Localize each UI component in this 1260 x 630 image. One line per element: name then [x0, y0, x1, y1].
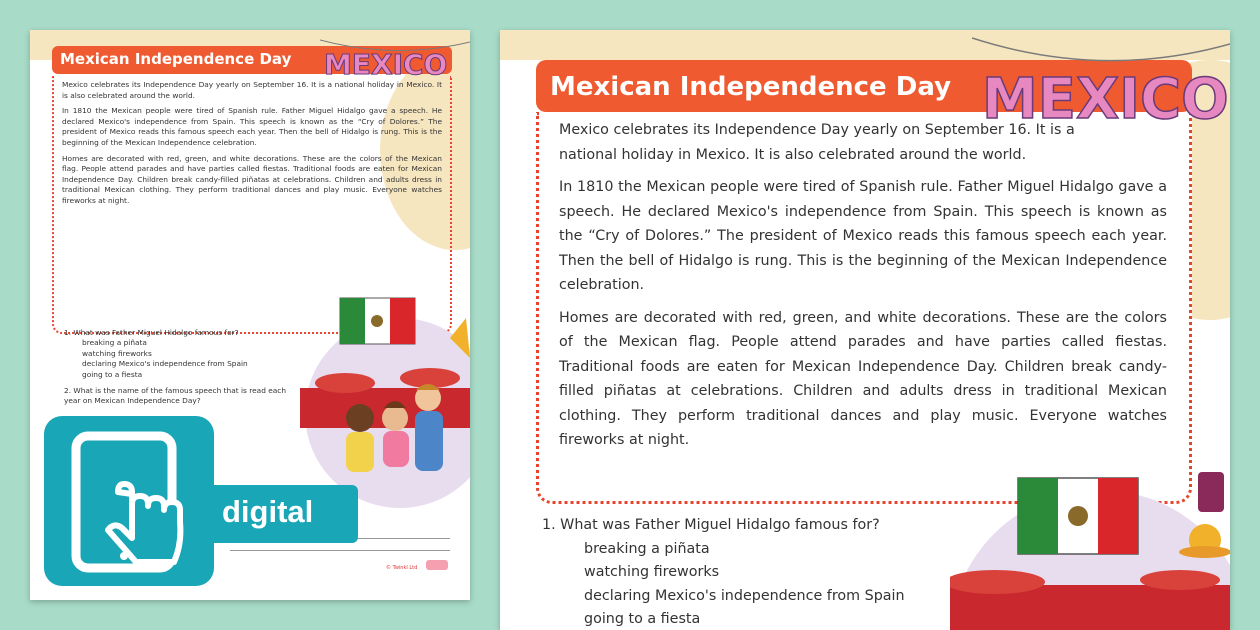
large-paragraph-1: Mexico celebrates its Independence Day yearly on September 16. It is a national holiday in Mexico. It is also celebrated around the world. — [559, 122, 1075, 163]
large-paragraph-3: Homes are decorated with red, green, and white decorations. These are the colors of the Mexican flag. People attend parades and have parties called fiestas. Traditional foods are eaten for Mexican Independence Day. Children break candy-filled piñatas at celebrations. Children and adults dress in traditional Mexican clothing. They perform traditional dances and play music. Everyone watches fireworks at night. — [559, 309, 1167, 448]
small-question-1: 1. What was Father Miguel Hidalgo famous for? — [64, 328, 239, 337]
large-questions — [542, 514, 962, 630]
tablet-touch-icon — [44, 416, 214, 586]
footer-copyright: © Twinkl Ltd — [386, 565, 418, 571]
large-q1-option-3: declaring Mexico's independence from Spain — [584, 587, 905, 604]
small-title: Mexican Independence Day — [52, 46, 452, 74]
twinkl-logo-icon — [426, 560, 448, 570]
worksheet-preview-large — [500, 30, 1230, 630]
small-paragraph-3: Homes are decorated with red, green, and white decorations. These are the colors of the Mexican flag. People attend parades and have parties called fiestas. Traditional foods are eaten for Mexican Independence Day. Children break candy-filled piñatas at celebrations. Children and adults dress in traditional Mexican clothing. They perform traditional dances and play music. Everyone watches fireworks at night. — [62, 153, 442, 205]
small-questions — [54, 328, 314, 407]
large-question-1: 1. What was Father Miguel Hidalgo famous for? — [542, 517, 880, 533]
small-paragraph-2: In 1810 the Mexican people were tired of Spanish rule. Father Miguel Hidalgo gave a speech. He declared Mexico's independence from Spain. This speech is known as the “Cry of Dolores.” The president of Mexico reads this famous speech each year. Then the bell of Hidalgo is rung. This is the beginning of the Mexican Independence celebration. — [62, 106, 442, 147]
small-q1-option-1: breaking a piñata — [82, 338, 147, 348]
small-q1-option-4: going to a fiesta — [82, 369, 143, 379]
large-title: Mexican Independence Day — [536, 60, 1192, 112]
small-question-2: 2. What is the name of the famous speech that is read each year on Mexican Independence Day? — [64, 386, 287, 406]
mexico-bunting-large — [972, 30, 1230, 150]
large-q1-option-1: breaking a piñata — [584, 540, 710, 557]
large-q1-option-4: going to a fiesta — [584, 611, 701, 627]
digital-badge-label: digital — [222, 494, 314, 529]
small-paragraph-1: Mexico celebrates its Independence Day yearly on September 16. It is a national holiday in Mexico. It is also celebrated around the world. — [62, 80, 442, 100]
fiesta-illustration-small — [300, 278, 470, 508]
large-q1-option-2: watching fireworks — [584, 564, 720, 580]
mexico-letters-small: MEXICO — [324, 48, 448, 81]
small-q1-option-3: declaring Mexico's independence from Spain — [82, 359, 248, 369]
fiesta-illustration-large — [950, 470, 1230, 630]
large-paragraph-2: In 1810 the Mexican people were tired of Spanish rule. Father Miguel Hidalgo gave a speech. He declared Mexico's independence from Spain. This speech is known as the “Cry of Dolores.” The president of Mexico reads this famous speech each year. Then the bell of Hidalgo is rung. This is the beginning of the Mexican Independence celebration. — [559, 179, 1167, 293]
mexico-letters-large: MEXICO — [982, 67, 1229, 132]
answer-line — [230, 550, 450, 551]
mexico-bunting-small — [320, 34, 470, 94]
small-q1-option-2: watching fireworks — [82, 348, 152, 358]
large-reading-passage — [536, 112, 1192, 504]
